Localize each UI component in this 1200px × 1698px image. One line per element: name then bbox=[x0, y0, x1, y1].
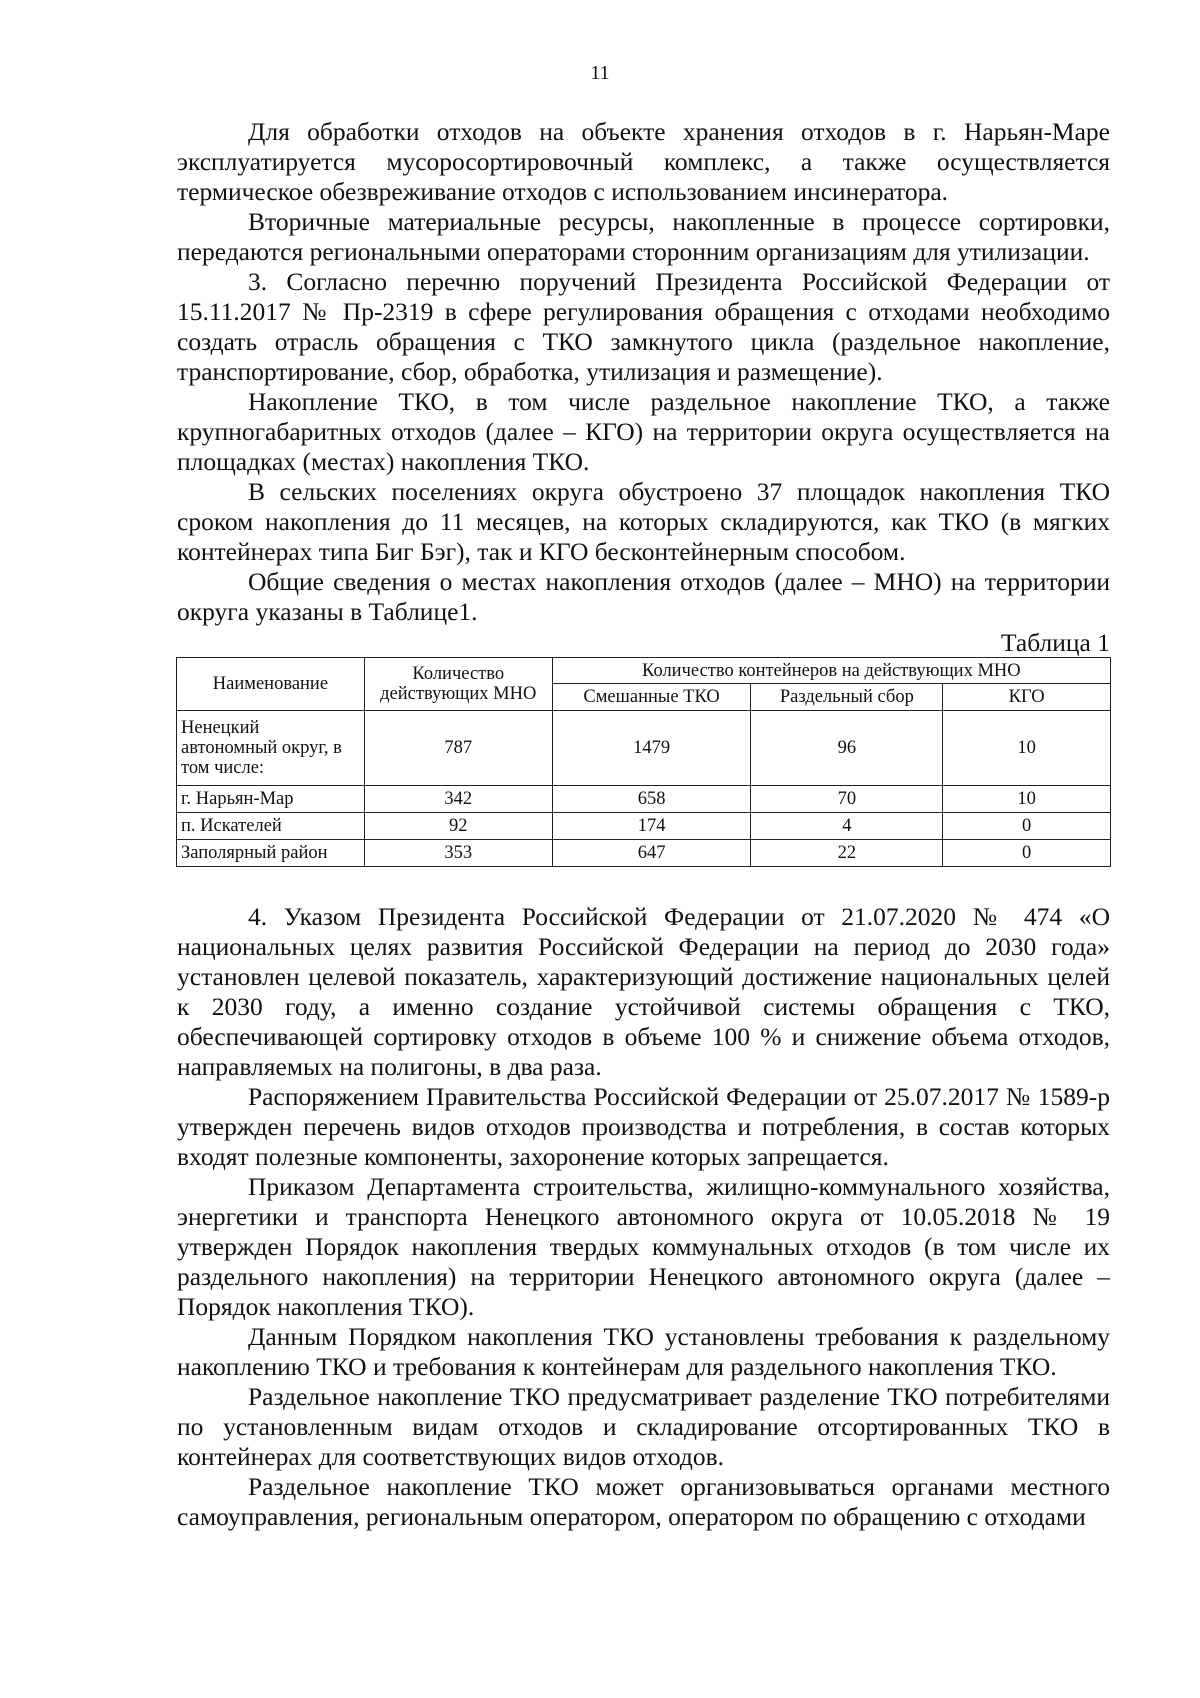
cell-count: 353 bbox=[364, 840, 552, 867]
cell-name: г. Нарьян-Мар bbox=[177, 786, 365, 813]
cell-separate: 4 bbox=[751, 813, 943, 840]
header-separate: Раздельный сбор bbox=[751, 684, 943, 711]
table-caption: Таблица 1 bbox=[1000, 628, 1110, 657]
cell-name: п. Искателей bbox=[177, 813, 365, 840]
paragraph: Приказом Департамента строительства, жилищно-коммунального хозяйства, энергетики и транспорта Ненецкого автономного округа от 10.05.2018 № 19 утвержден Порядок накопления твердых коммунальных отходов (в том числе их раздельного накопления) на территории Ненецкого автономного округа (далее – Порядок накопления ТКО). bbox=[177, 1172, 1110, 1321]
paragraph: В сельских поселениях округа обустроено 37 площадок накопления ТКО сроком накопления до 11 месяцев, на которых складируются, как ТКО (в мягких контейнерах типа Биг Бэг), так и КГО бесконтейнерным способом. bbox=[177, 477, 1110, 566]
body-text-bottom bbox=[177, 902, 1110, 1532]
paragraph: Вторичные материальные ресурсы, накопленные в процессе сортировки, передаются региональными операторами сторонним организациям для утилизации. bbox=[177, 207, 1110, 266]
header-name: Наименование bbox=[177, 658, 365, 711]
table-header-row bbox=[177, 658, 1111, 684]
cell-count: 92 bbox=[364, 813, 552, 840]
cell-separate: 96 bbox=[751, 711, 943, 786]
cell-mixed: 658 bbox=[552, 786, 751, 813]
table-row bbox=[177, 786, 1111, 813]
header-mixed: Смешанные ТКО bbox=[552, 684, 751, 711]
cell-kgo: 0 bbox=[943, 813, 1111, 840]
cell-mixed: 1479 bbox=[552, 711, 751, 786]
body-text-top bbox=[177, 117, 1110, 627]
table-row bbox=[177, 813, 1111, 840]
header-kgo: КГО bbox=[943, 684, 1111, 711]
cell-count: 787 bbox=[364, 711, 552, 786]
cell-count: 342 bbox=[364, 786, 552, 813]
cell-kgo: 10 bbox=[943, 786, 1111, 813]
paragraph: Данным Порядком накопления ТКО установлены требования к раздельному накоплению ТКО и требования к контейнерам для раздельного накопления ТКО. bbox=[177, 1322, 1110, 1381]
paragraph: 3. Согласно перечню поручений Президента Российской Федерации от 15.11.2017 № Пр-2319 в сфере регулирования обращения с отходами необходимо создать отрасль обращения с ТКО замкнутого цикла (раздельное накопление, транспортирование, сбор, обработка, утилизация и размещение). bbox=[177, 267, 1110, 386]
cell-name: Заполярный район bbox=[177, 840, 365, 867]
paragraph: Накопление ТКО, в том числе раздельное накопление ТКО, а также крупногабаритных отходов (далее – КГО) на территории округа осуществляется на площадках (местах) накопления ТКО. bbox=[177, 387, 1110, 476]
cell-kgo: 10 bbox=[943, 711, 1111, 786]
paragraph: Раздельное накопление ТКО может организовываться органами местного самоуправления, региональным оператором, оператором по обращению с отходами bbox=[177, 1472, 1110, 1531]
page-number: 11 bbox=[590, 62, 610, 84]
cell-separate: 70 bbox=[751, 786, 943, 813]
header-count: Количество действующих МНО bbox=[364, 658, 552, 711]
paragraph: Для обработки отходов на объекте хранения отходов в г. Нарьян-Маре эксплуатируется мусоросортировочный комплекс, а также осуществляется термическое обезвреживание отходов с использованием инсинератора. bbox=[177, 117, 1110, 206]
paragraph: 4. Указом Президента Российской Федерации от 21.07.2020 № 474 «О национальных целях развития Российской Федерации на период до 2030 года» установлен целевой показатель, характеризующий достижение национальных целей к 2030 году, а именно создание устойчивой системы обращения с ТКО, обеспечивающей сортировку отходов в объеме 100 % и снижение объема отходов, направляемых на полигоны, в два раза. bbox=[177, 902, 1110, 1081]
cell-name: Ненецкий автономный округ, в том числе: bbox=[177, 711, 365, 786]
cell-mixed: 647 bbox=[552, 840, 751, 867]
cell-kgo: 0 bbox=[943, 840, 1111, 867]
mno-table bbox=[176, 657, 1111, 867]
cell-mixed: 174 bbox=[552, 813, 751, 840]
paragraph: Общие сведения о местах накопления отходов (далее – МНО) на территории округа указаны в Таблице1. bbox=[177, 567, 1110, 626]
header-containers-group: Количество контейнеров на действующих МНО bbox=[552, 658, 1110, 684]
cell-separate: 22 bbox=[751, 840, 943, 867]
paragraph: Раздельное накопление ТКО предусматривает разделение ТКО потребителями по установленным видам отходов и складирование отсортированных ТКО в контейнерах для соответствующих видов отходов. bbox=[177, 1382, 1110, 1471]
table-row bbox=[177, 840, 1111, 867]
paragraph: Распоряжением Правительства Российской Федерации от 25.07.2017 № 1589-р утвержден перечень видов отходов производства и потребления, в состав которых входят полезные компоненты, захоронение которых запрещается. bbox=[177, 1082, 1110, 1171]
table-row bbox=[177, 711, 1111, 786]
